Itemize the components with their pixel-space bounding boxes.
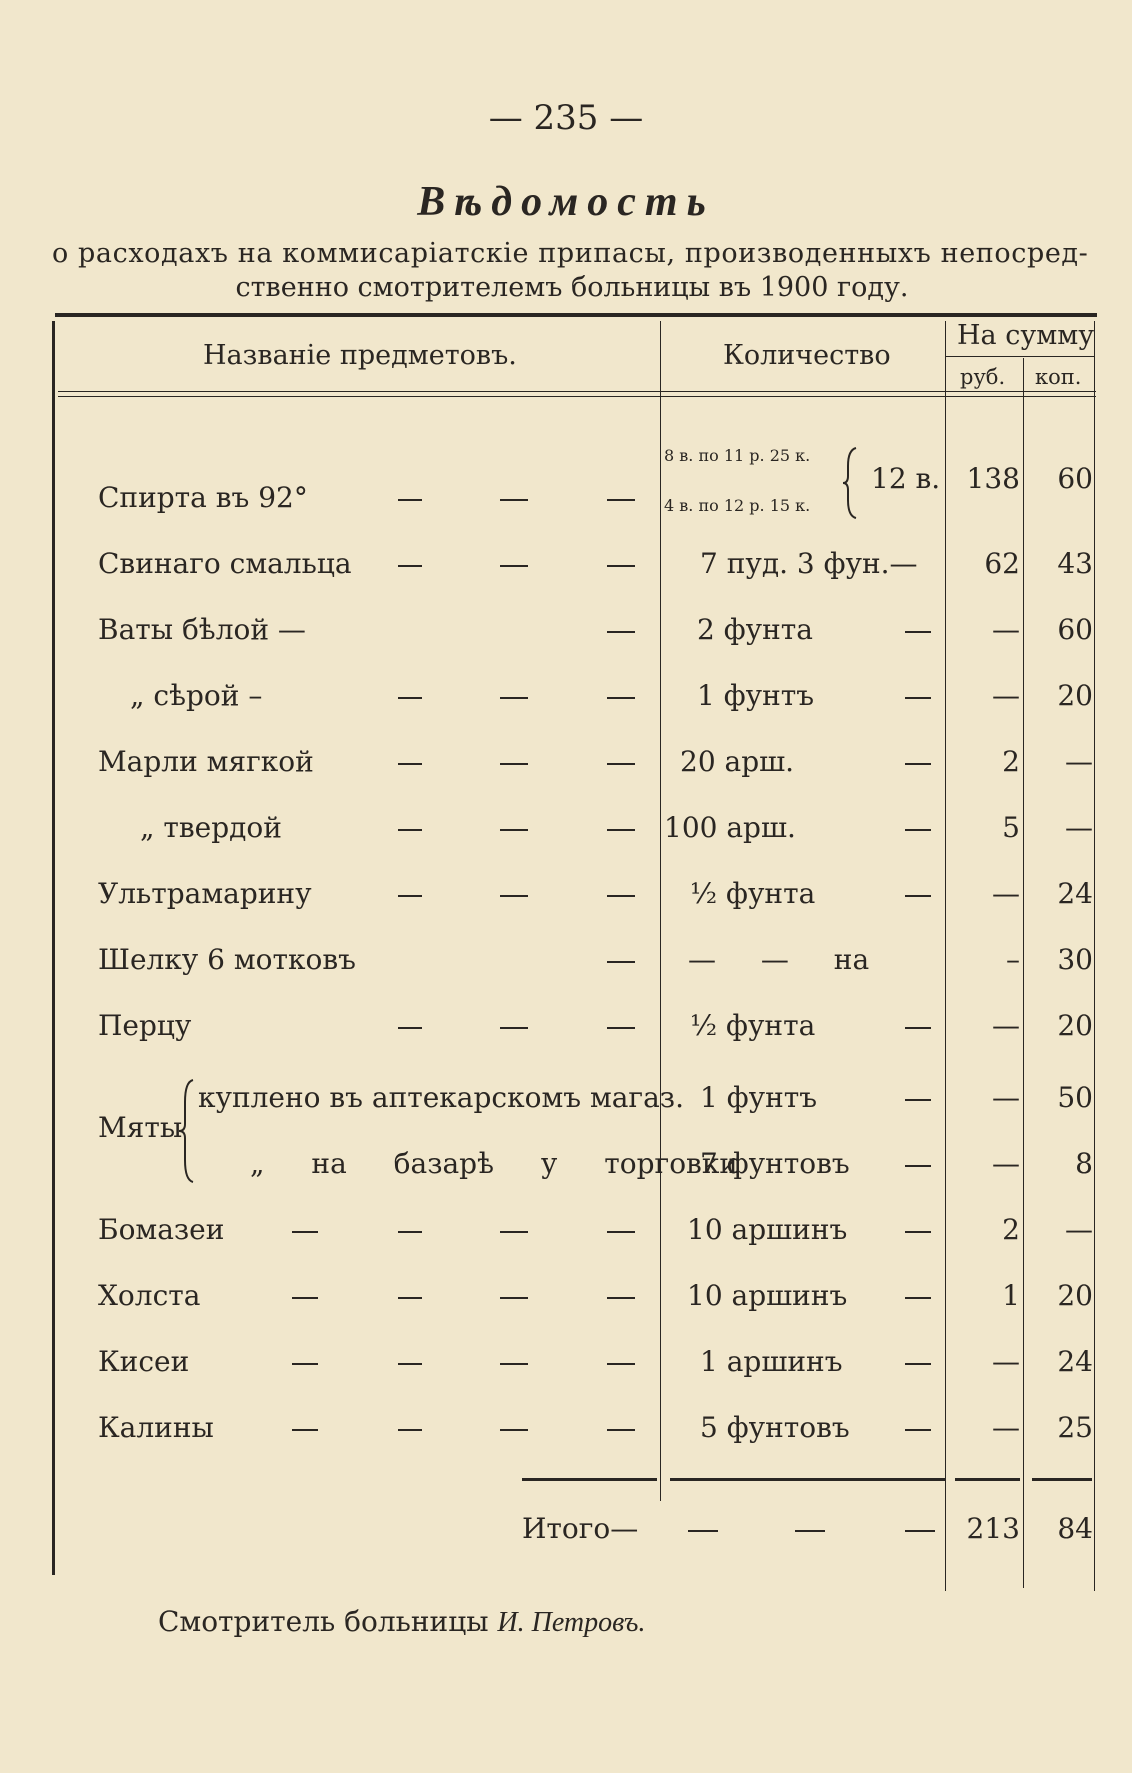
item-kop: 24 [1057,1345,1093,1378]
item-quantity: 1 аршинъ [700,1345,843,1378]
item-quantity: 10 аршинъ [687,1279,848,1312]
item-name: Спирта въ 92° [98,481,308,514]
total-rub: 213 [966,1512,1020,1545]
item-quantity: 2 фунта [697,613,813,646]
item-name: Ультрамарину [98,877,312,910]
item-rub: 2 [1002,1213,1020,1246]
item-rub: — [992,1345,1020,1378]
item-name: Ваты бѣлой — [98,613,306,646]
item-rub: — [992,1411,1020,1444]
item-name: Перцу [98,1009,192,1042]
item-rub: — [992,1081,1020,1114]
signature [158,1605,645,1639]
item-name: Бомазеи [98,1213,225,1246]
signature-role: Смотритель больницы [158,1605,489,1638]
item-name: Кисеи [98,1345,190,1378]
header-quantity: Количество [723,340,891,371]
item-name: Шелку 6 мотковъ [98,943,356,976]
item-quantity: 12 в. [871,462,941,495]
item-kop: 60 [1057,462,1093,495]
item-rub: — [992,1147,1020,1180]
item-quantity: 20 арш. [680,745,795,778]
header-kop: коп. [1035,365,1082,389]
item-kop: 60 [1057,613,1093,646]
item-rub: — [992,679,1020,712]
item-kop: — [1065,1213,1093,1246]
item-quantity: ½ фунта [690,1009,816,1042]
item-kop: 8 [1075,1147,1093,1180]
subtitle-line-2: ственно смотрителемъ больницы въ 1900 году. [235,272,909,303]
item-quantity: 1 фунтъ [697,679,815,712]
item-rub: — [992,877,1020,910]
item-name: „ сѣрой – [130,679,263,712]
item-quantity: 5 фунтовъ [700,1411,850,1444]
item-rub: – [1006,943,1020,976]
header-rub: руб. [960,365,1006,389]
item-kop: 20 [1057,1279,1093,1312]
item-rub: 1 [1002,1279,1020,1312]
item-rub: 2 [1002,745,1020,778]
item-subline: 4 в. по 12 р. 15 к. [664,496,811,515]
item-subline: 8 в. по 11 р. 25 к. [664,446,811,465]
item-name: Свинаго смальца [98,547,352,580]
item-name: Марли мягкой [98,745,314,778]
item-kop: 43 [1057,547,1093,580]
signature-name: И. Петровъ. [497,1607,646,1638]
item-subline: куплено въ аптекарскомъ магаз. [198,1081,684,1114]
item-quantity: — — на [688,943,870,976]
item-quantity: 7 фунтовъ [700,1147,850,1180]
item-rub: — [992,613,1020,646]
item-name: Холста [98,1279,201,1312]
brace-icon [842,446,860,520]
item-quantity: 1 фунтъ [700,1081,818,1114]
item-kop: 20 [1057,1009,1093,1042]
item-rub: — [992,1009,1020,1042]
item-quantity: 7 пуд. 3 фун.— [700,547,918,580]
document-title: Вѣдомость [417,179,715,225]
item-kop: — [1065,745,1093,778]
item-rub: 62 [984,547,1020,580]
item-kop: 50 [1057,1081,1093,1114]
header-sum: На сумму [957,320,1095,351]
item-name: „ твердой [140,811,282,844]
item-quantity: 10 аршинъ [687,1213,848,1246]
item-subline: „ на базарѣ у торговки [250,1147,738,1180]
item-quantity: ½ фунта [690,877,816,910]
header-name: Названіе предметовъ. [203,340,517,371]
item-kop: 20 [1057,679,1093,712]
total-label: Итого— [522,1512,639,1545]
item-rub: 5 [1002,811,1020,844]
item-kop: — [1065,811,1093,844]
item-name: Мяты [98,1111,183,1144]
item-quantity: 100 арш. [664,811,796,844]
item-rub: 138 [966,462,1020,495]
page-number: — 235 — [488,98,644,138]
item-kop: 25 [1057,1411,1093,1444]
item-kop: 24 [1057,877,1093,910]
item-name: Калины [98,1411,214,1444]
total-kop: 84 [1057,1512,1093,1545]
subtitle-line-1: о расходахъ на коммисаріатскіе припасы, производенныхъ непосред- [52,238,1089,269]
item-kop: 30 [1057,943,1093,976]
brace-icon [178,1078,196,1184]
